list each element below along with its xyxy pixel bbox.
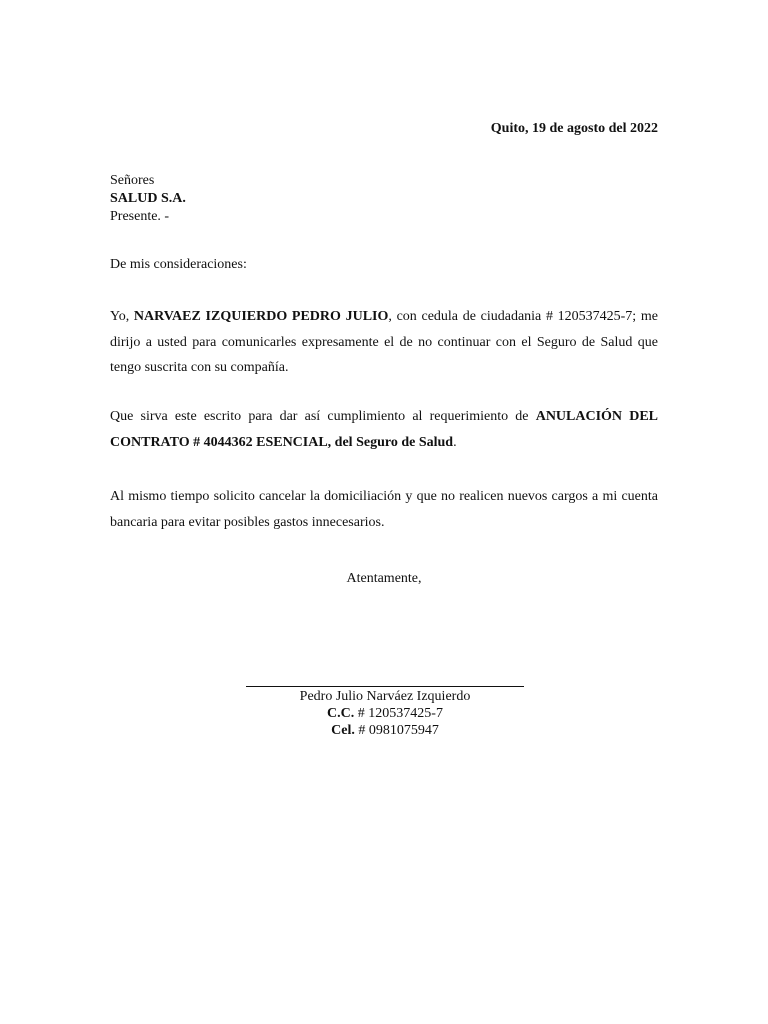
greeting: De mis consideraciones:: [110, 257, 247, 272]
paragraph-cancellation: [110, 404, 658, 455]
paragraph2-bold: ANULACIÓN DEL CONTRATO # 4044362 ESENCIAL, del Seguro de Salud: [110, 409, 659, 450]
signature-cc: [246, 705, 524, 722]
signature-cel: [246, 722, 524, 739]
paragraph-identification: [110, 304, 658, 381]
addressee-block: [110, 172, 186, 226]
signature-block: [246, 688, 524, 739]
signature-cc-label: C.C.: [327, 706, 355, 721]
signature-cc-value: # 120537425-7: [354, 706, 443, 721]
signature-name: Pedro Julio Narváez Izquierdo: [299, 689, 471, 704]
signature-line: [246, 686, 524, 687]
signature-cel-value: # 0981075947: [354, 723, 439, 738]
paragraph1-rest: , con cedula de ciudadania # 120537425-7; me dirijo a usted para comunicarles expresamente el de no continuar con el Seguro de Salud que tengo suscrita con su compañía.: [110, 309, 658, 375]
addressee-company: SALUD S.A.: [110, 191, 186, 206]
paragraph1-name: NARVAEZ IZQUIERDO PEDRO JULIO: [133, 309, 389, 324]
paragraph1-intro: Yo,: [110, 309, 134, 324]
paragraph-domiciliation: Al mismo tiempo solicito cancelar la domiciliación y que no realicen nuevos cargos a mi cuenta bancaria para evitar posibles gastos innecesarios.: [110, 489, 658, 530]
paragraph2-intro: Que sirva este escrito para dar así cumplimiento al requerimiento de: [110, 409, 536, 424]
addressee-salutation: Señores: [110, 173, 155, 188]
letter-date: Quito, 19 de agosto del 2022: [490, 121, 658, 136]
closing: Atentamente,: [346, 571, 422, 586]
paragraph2-end: .: [453, 434, 457, 450]
signature-cel-label: Cel.: [331, 723, 355, 738]
addressee-presente: Presente. -: [110, 209, 170, 224]
